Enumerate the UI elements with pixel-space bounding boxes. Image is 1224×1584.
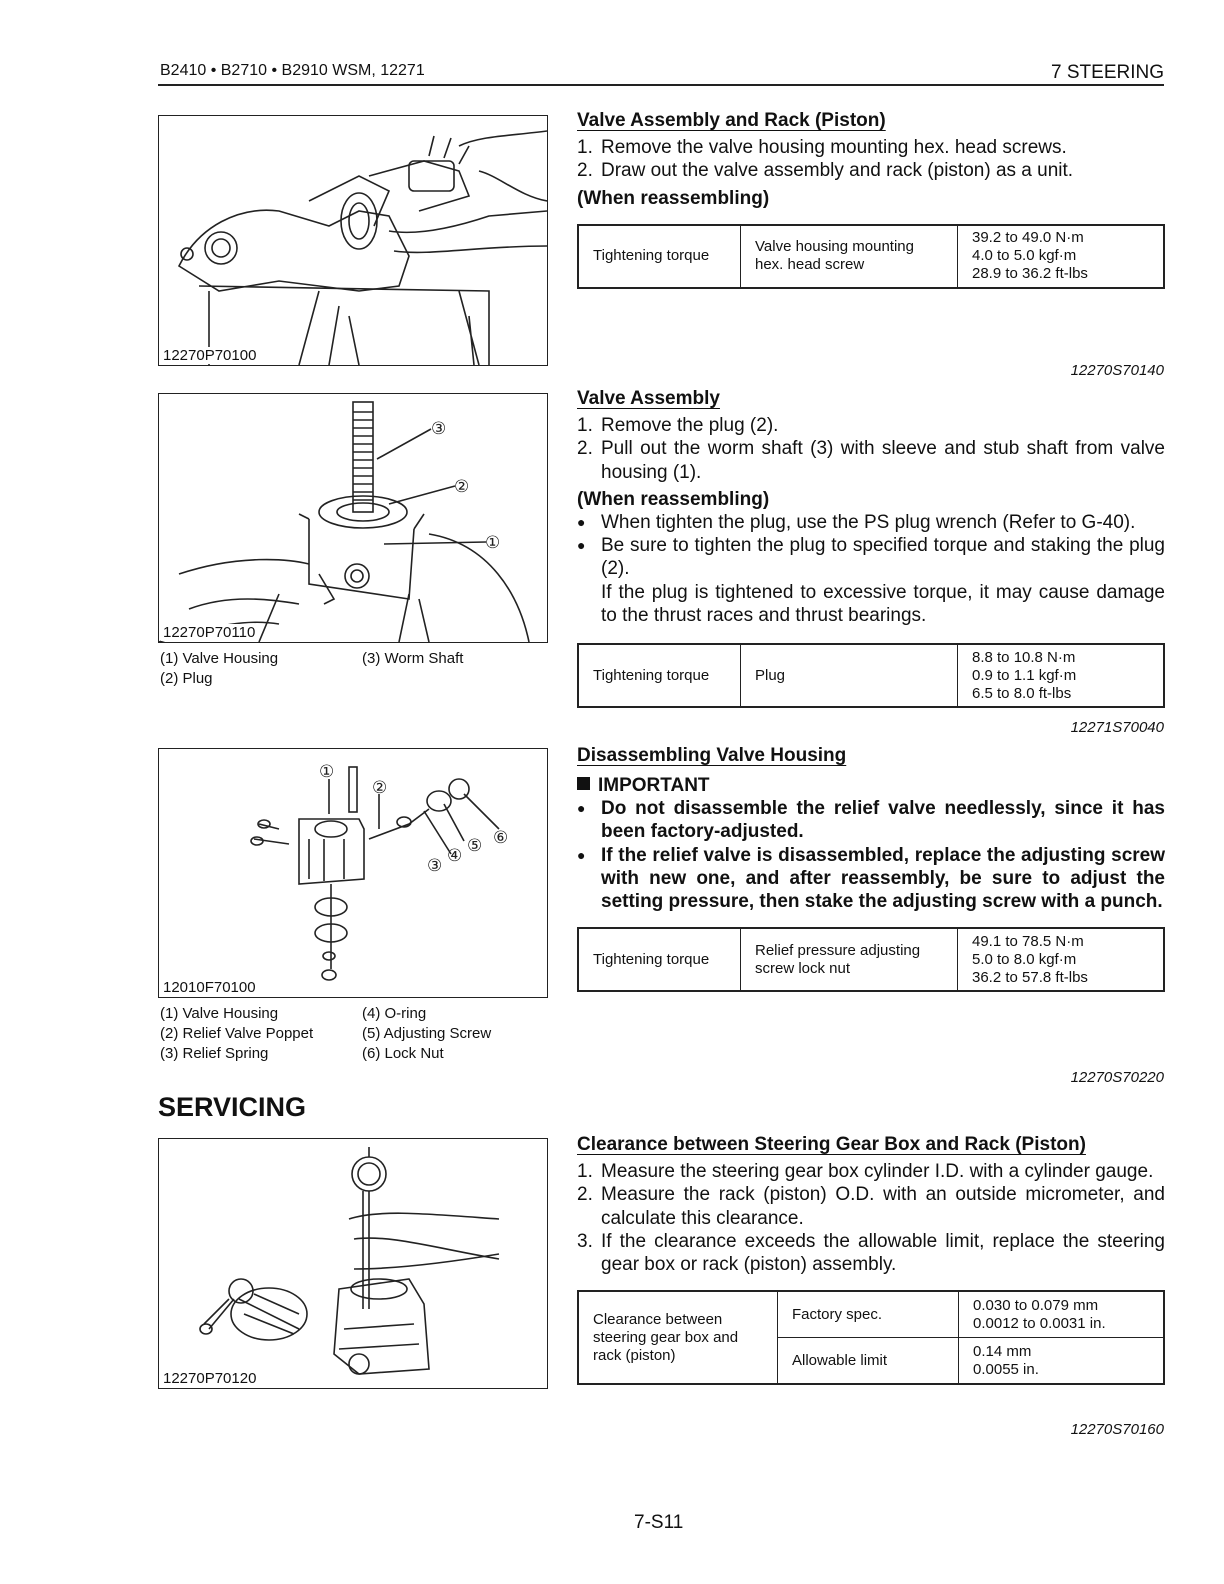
- square-bullet-icon: [577, 777, 590, 790]
- spec-value: 39.2 to 49.0 N·m 4.0 to 5.0 kgf·m 28.9 to 36.2 ft-lbs: [958, 225, 1165, 288]
- reference-code: 12271S70040: [1070, 719, 1164, 736]
- section-title: Valve Assembly and Rack (Piston): [577, 110, 886, 131]
- callout-4: ④: [447, 846, 463, 866]
- figure-code: 12270P70120: [163, 1370, 257, 1387]
- step-item: 2. Pull out the worm shaft (3) with sleeve and stub shaft from valve housing (1).: [577, 438, 1165, 483]
- spec-item: Allowable limit: [778, 1338, 959, 1385]
- figure-code: 12010F70100: [163, 979, 256, 996]
- valve-assembly-illustration: [159, 394, 547, 642]
- spec-item: Valve housing mounting hex. head screw: [741, 225, 958, 288]
- figure-code: 12270P70110: [163, 624, 256, 641]
- section-disassembling-valve-housing: [577, 745, 1165, 992]
- legend-item: (4) O-ring: [362, 1005, 427, 1022]
- page-number: 7-S11: [634, 1512, 684, 1533]
- figure-code: 12270P70100: [163, 347, 257, 364]
- section-clearance: [577, 1134, 1165, 1385]
- section-title: Disassembling Valve Housing: [577, 745, 847, 766]
- legend-item: (6) Lock Nut: [362, 1045, 444, 1062]
- callout-2: ②: [372, 778, 388, 798]
- callout-1: ①: [485, 533, 501, 553]
- callout-6: ⑥: [493, 828, 509, 848]
- figure-valve-housing-exploded: [158, 748, 548, 998]
- valve-removal-illustration: [159, 116, 547, 365]
- legend-valve-assembly: [160, 649, 550, 691]
- callout-5: ⑤: [467, 836, 483, 856]
- spec-label: Clearance between steering gear box and rack (piston): [578, 1291, 778, 1384]
- spec-value: 8.8 to 10.8 N·m 0.9 to 1.1 kgf·m 6.5 to 8.0 ft-lbs: [958, 644, 1165, 707]
- bullet-item: ● When tighten the plug, use the PS plug wrench (Refer to G-40).: [577, 511, 1165, 534]
- spec-value: 0.14 mm 0.0055 in.: [959, 1338, 1165, 1385]
- spec-label: Tightening torque: [578, 928, 741, 991]
- step-item: 2. Measure the rack (piston) O.D. with an outside micrometer, and calculate this clearance.: [577, 1184, 1165, 1229]
- step-item: 3. If the clearance exceeds the allowable limit, replace the steering gear box or rack (piston) assembly.: [577, 1230, 1165, 1276]
- legend-item: (2) Plug: [160, 670, 213, 687]
- spec-label: Tightening torque: [578, 225, 741, 288]
- step-item: 1. Remove the valve housing mounting hex. head screws.: [577, 137, 1067, 158]
- legend-item: (5) Adjusting Screw: [362, 1025, 492, 1042]
- figure-clearance-measure: [158, 1138, 548, 1389]
- spec-label: Tightening torque: [578, 644, 741, 707]
- reference-code: 12270S70160: [1070, 1421, 1164, 1438]
- callout-3: ③: [427, 856, 443, 876]
- step-item: 1. Measure the steering gear box cylinder I.D. with a cylinder gauge.: [577, 1161, 1154, 1182]
- important-label: IMPORTANT: [577, 775, 1165, 797]
- reference-code: 12270S70220: [1070, 1069, 1164, 1086]
- note-text: If the plug is tightened to excessive torque, it may cause damage to the thrust races and thrust bearings.: [601, 581, 1165, 627]
- bullet-item: ● Do not disassemble the relief valve needlessly, since it has been factory-adjusted.: [577, 797, 1165, 844]
- step-item: 1. Remove the plug (2).: [577, 415, 779, 436]
- legend-item: (1) Valve Housing: [160, 1005, 279, 1022]
- callout-1: ①: [319, 762, 335, 782]
- callout-3: ③: [431, 419, 447, 439]
- callout-2: ②: [454, 477, 470, 497]
- torque-spec-table: [577, 927, 1165, 992]
- bullet-item: ● If the relief valve is disassembled, replace the adjusting screw with new one, and after reassembly, be sure to adjust the setting pressure, then stake the adjusting screw with a punch.: [577, 844, 1165, 914]
- figure-valve-assembly: [158, 393, 548, 643]
- spec-item: Relief pressure adjusting screw lock nut: [741, 928, 958, 991]
- legend-valve-housing: [160, 1004, 550, 1066]
- reference-code: 12270S70140: [1070, 362, 1164, 379]
- legend-item: (2) Relief Valve Poppet: [160, 1025, 314, 1042]
- reassembling-label: (When reassembling): [577, 187, 770, 209]
- spec-value: 49.1 to 78.5 N·m 5.0 to 8.0 kgf·m 36.2 to 57.8 ft-lbs: [958, 928, 1165, 991]
- header-rule: [158, 84, 1164, 86]
- reassembling-label: (When reassembling): [577, 488, 770, 510]
- section-valve-assembly-rack: [577, 110, 1165, 289]
- section-valve-assembly: [577, 388, 1165, 708]
- torque-spec-table: [577, 643, 1165, 708]
- section-title: Valve Assembly: [577, 388, 720, 409]
- legend-item: (1) Valve Housing: [160, 650, 279, 667]
- spec-value: 0.030 to 0.079 mm 0.0012 to 0.0031 in.: [959, 1291, 1165, 1338]
- clearance-spec-table: [577, 1290, 1165, 1385]
- legend-item: (3) Relief Spring: [160, 1045, 269, 1062]
- spec-item: Plug: [741, 644, 958, 707]
- bullet-item: ● Be sure to tighten the plug to specified torque and staking the plug (2).: [577, 534, 1165, 581]
- spec-item: Factory spec.: [778, 1291, 959, 1338]
- figure-valve-removal: [158, 115, 548, 366]
- legend-item: (3) Worm Shaft: [362, 650, 464, 667]
- header-model: B2410 • B2710 • B2910 WSM, 12271: [160, 62, 425, 79]
- step-item: 2. Draw out the valve assembly and rack (piston) as a unit.: [577, 160, 1074, 182]
- section-title: Clearance between Steering Gear Box and Rack (Piston): [577, 1134, 1086, 1155]
- section-heading-servicing: SERVICING: [158, 1092, 307, 1122]
- clearance-measure-illustration: [159, 1139, 547, 1388]
- valve-housing-exploded-illustration: [159, 749, 547, 997]
- header-chapter: 7 STEERING: [1051, 62, 1164, 83]
- torque-spec-table: [577, 224, 1165, 289]
